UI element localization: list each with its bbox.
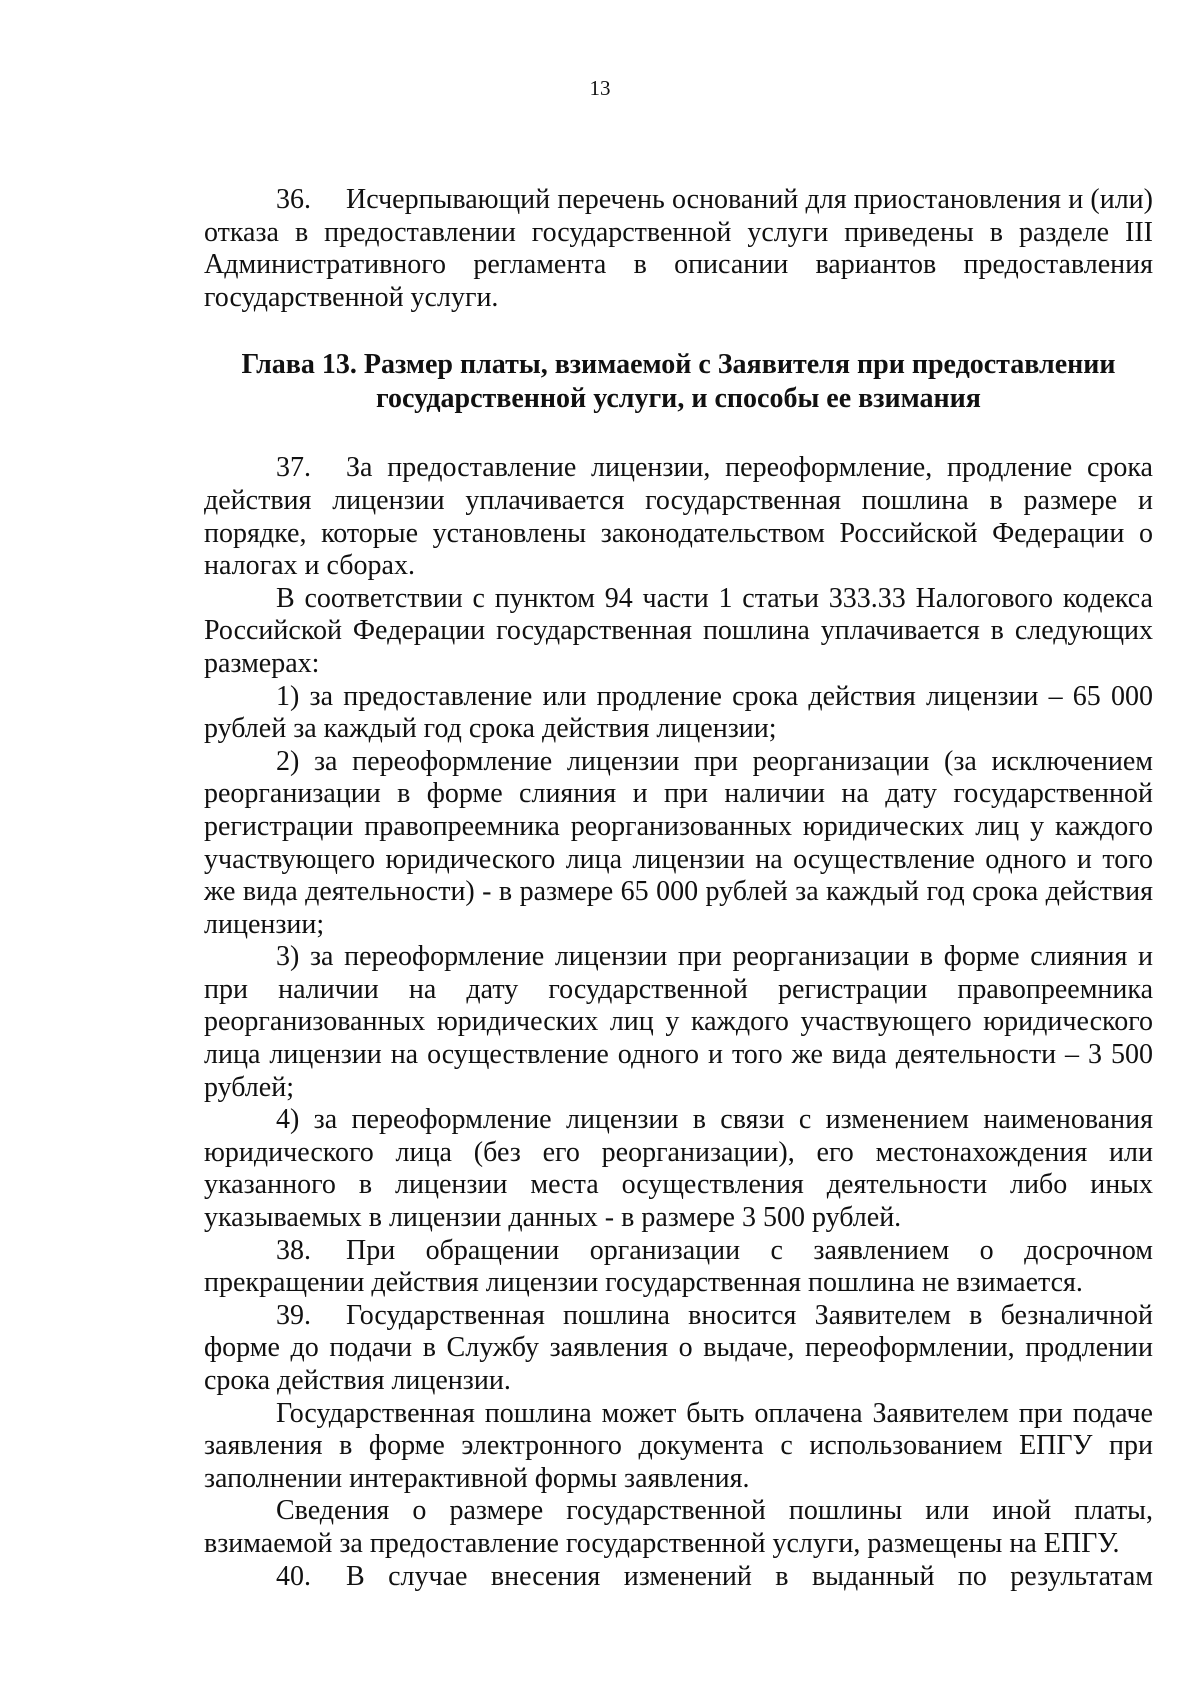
chapter-heading-line-2: государственной услуги, и способы ее взимания (376, 383, 981, 415)
list-item-4: 4) за переоформление лицензии в связи с изменением наименования юридического лица (без его реорганизации), его местонахождения или указанного в лицензии места осуществления деятельности либо иных указываемых в лицензии данных - в размере 3 500 рублей. (204, 1104, 1153, 1234)
paragraph-text: При обращении организации с заявлением о досрочном прекращении действия лицензии государственная пошлина не взимается. (204, 1234, 1153, 1299)
paragraph-text: Исчерпывающий перечень оснований для приостановления и (или) отказа в предоставлении государственной услуги приведены в разделе III Административного регламента в описании вариантов предоставления государственной услуги. (204, 184, 1153, 313)
chapter-heading (204, 348, 1153, 416)
paragraph-39-part-2: Государственная пошлина может быть оплачена Заявителем при подаче заявления в форме электронного документа с использованием ЕПГУ при заполнении интерактивной формы заявления. (204, 1397, 1153, 1494)
paragraph-text: За предоставление лицензии, переоформление, продление срока действия лицензии уплачивается государственная пошлина в размере и порядке, которые установлены законодательством Российской Федерации о налогах и сборах. (204, 452, 1153, 582)
paragraph-number: 38. (276, 1234, 311, 1266)
paragraph-36 (204, 184, 1153, 314)
list-item-2: 2) за переоформление лицензии при реорганизации (за исключением реорганизации в форме слияния и при наличии на дату государственной регистрации правопреемника реорганизованных юридических лиц у каждого участвующего юридического лица лицензии на осуществление одного и того же вида деятельности) - в размере 65 000 рублей за каждый год срока действия лицензии; (204, 745, 1153, 940)
document-body (204, 184, 1153, 1593)
paragraph-number: 39. (276, 1299, 311, 1331)
paragraph-38 (204, 1235, 1153, 1300)
list-item-3: 3) за переоформление лицензии при реорганизации в форме слияния и при наличии на дату государственной регистрации правопреемника реорганизованных юридических лиц у каждого участвующего юридического лица лицензии на осуществление одного и того же вида деятельности – 3 500 рублей; (204, 941, 1153, 1103)
paragraph-number: 37. (276, 452, 311, 484)
paragraph-number: 36. (276, 184, 311, 215)
paragraph-text: В случае внесения изменений в выданный по результатам (346, 1560, 1153, 1592)
paragraph-40 (204, 1561, 1153, 1594)
page-number: 13 (589, 76, 611, 100)
paragraph-text: Государственная пошлина вносится Заявителем в безналичной форме до подачи в Службу заявления о выдаче, переоформлении, продлении срока действия лицензии. (204, 1299, 1153, 1396)
list-item-1: 1) за предоставление или продление срока действия лицензии – 65 000 рублей за каждый год срока действия лицензии; (204, 680, 1153, 745)
paragraph-37 (204, 452, 1153, 582)
paragraph-39 (204, 1300, 1153, 1398)
paragraph-number: 40. (276, 1560, 311, 1592)
chapter-heading-line-1: Глава 13. Размер платы, взимаемой с Заявителя при предоставлении (241, 349, 1116, 381)
paragraph-39-part-3: Сведения о размере государственной пошлины или иной платы, взимаемой за предоставление государственной услуги, размещены на ЕПГУ. (204, 1495, 1153, 1559)
paragraph-37-intro: В соответствии с пунктом 94 части 1 статьи 333.33 Налогового кодекса Российской Федерации государственная пошлина уплачивается в следующих размерах: (204, 582, 1153, 679)
